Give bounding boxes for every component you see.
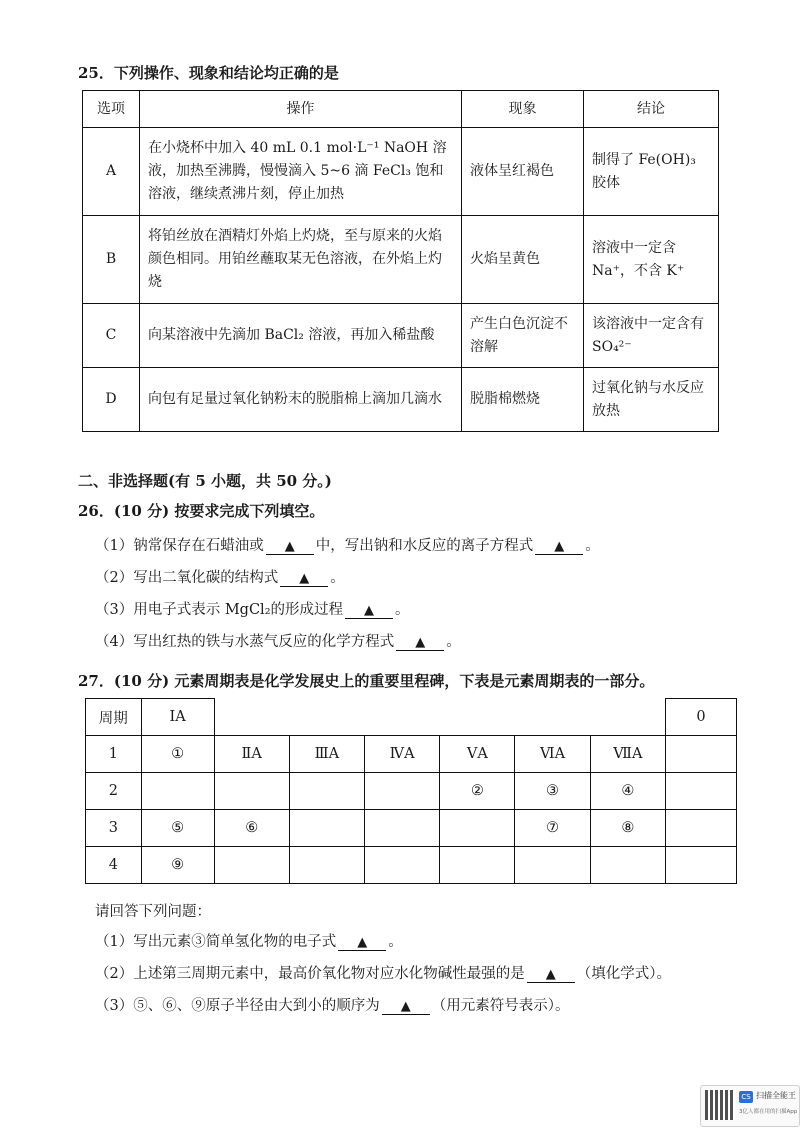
table-row [83, 304, 719, 368]
header-group-6a: ⅥA [515, 736, 590, 773]
cell-p2-5a: ② [440, 773, 515, 810]
period-label: 3 [86, 810, 142, 847]
operation-c: 向某溶液中先滴加 BaCl₂ 溶液，再加入稀盐酸 [140, 304, 462, 368]
triangle-icon: ▲ [554, 539, 565, 554]
option-d: D [83, 368, 140, 432]
badge-subtitle: 3亿人都在用的扫描App [739, 1109, 798, 1115]
triangle-icon: ▲ [415, 635, 426, 650]
periodic-table [85, 698, 737, 884]
operation-b: 将铂丝放在酒精灯外焰上灼烧，至与原来的火焰颜色相同。用铂丝蘸取某无色溶液，在外焰上灼烧 [140, 216, 462, 304]
triangle-icon: ▲ [545, 967, 556, 982]
q26-item-1: （1）钠常保存在石蜡油或 ▲ 中，写出钠和水反应的离子方程式 ▲ 。 [95, 538, 600, 554]
q27-item-3: （3）⑤、⑥、⑨原子半径由大到小的顺序为 ▲ （用元素符号表示）。 [95, 998, 570, 1014]
cell-p3-1a: ⑤ [141, 810, 214, 847]
header-group-2a: ⅡA [214, 736, 289, 773]
header-group-5a: ⅤA [440, 736, 515, 773]
triangle-icon: ▲ [364, 603, 375, 618]
header-option: 选项 [83, 91, 140, 128]
cell [289, 847, 364, 884]
triangle-icon: ▲ [400, 999, 411, 1014]
cell [365, 847, 440, 884]
header-phenomenon: 现象 [462, 91, 584, 128]
cell-p3-7a: ⑧ [590, 810, 665, 847]
cell-p1-0 [666, 736, 737, 773]
cell [289, 773, 364, 810]
table-row [86, 810, 737, 847]
header-group-1a: ⅠA [141, 699, 214, 736]
period-label: 2 [86, 773, 142, 810]
badge-name: 扫描全能王 [756, 1091, 796, 1100]
cell [515, 847, 590, 884]
cell-p2-7a: ④ [590, 773, 665, 810]
cs-logo-icon: CS [739, 1091, 753, 1103]
option-a: A [83, 128, 140, 216]
answer-blank[interactable] [280, 570, 328, 587]
option-b: B [83, 216, 140, 304]
table-row [86, 773, 737, 810]
q25-title: 25．下列操作、现象和结论均正确的是 [78, 64, 339, 82]
phenomenon-b: 火焰呈黄色 [462, 216, 584, 304]
q27-item-1: （1）写出元素③简单氢化物的电子式 ▲ 。 [95, 934, 403, 950]
period-label: 1 [86, 736, 142, 773]
answer-blank[interactable] [338, 934, 386, 951]
cell [440, 810, 515, 847]
cell [666, 773, 737, 810]
table-row [83, 368, 719, 432]
triangle-icon: ▲ [357, 935, 368, 950]
cell [666, 847, 737, 884]
header-conclusion: 结论 [584, 91, 719, 128]
period-label: 4 [86, 847, 142, 884]
cell [214, 773, 289, 810]
header-period: 周期 [86, 699, 142, 736]
answer-blank[interactable] [535, 538, 583, 555]
header-gap [214, 699, 665, 736]
triangle-icon: ▲ [299, 571, 310, 586]
operation-a: 在小烧杯中加入 40 mL 0.1 mol·L⁻¹ NaOH 溶液，加热至沸腾，慢慢滴入 5~6 滴 FeCl₃ 饱和溶液，继续煮沸片刻，停止加热 [140, 128, 462, 216]
cell-p4-1a: ⑨ [141, 847, 214, 884]
cell [214, 847, 289, 884]
cell-p3-6a: ⑦ [515, 810, 590, 847]
answer-blank[interactable] [382, 998, 430, 1015]
triangle-icon: ▲ [284, 539, 295, 554]
conclusion-a: 制得了 Fe(OH)₃ 胶体 [584, 128, 719, 216]
qr-code-icon [705, 1090, 735, 1120]
option-c: C [83, 304, 140, 368]
cell-p3-2a: ⑥ [214, 810, 289, 847]
q27-title: 27．(10 分) 元素周期表是化学发展史上的重要里程碑，下表是元素周期表的一部分。 [78, 672, 655, 690]
conclusion-c: 该溶液中一定含有 SO₄²⁻ [584, 304, 719, 368]
cell [590, 847, 665, 884]
table-row [83, 216, 719, 304]
conclusion-b: 溶液中一定含 Na⁺，不含 K⁺ [584, 216, 719, 304]
q25-header-row [83, 91, 719, 128]
phenomenon-a: 液体呈红褐色 [462, 128, 584, 216]
q26-item-3: （3）用电子式表示 MgCl₂的形成过程 ▲ 。 [95, 602, 410, 618]
answer-blank[interactable] [527, 966, 575, 983]
q26-item-4: （4）写出红热的铁与水蒸气反应的化学方程式 ▲ 。 [95, 634, 461, 650]
answer-blank[interactable] [345, 602, 393, 619]
cell-p2-6a: ③ [515, 773, 590, 810]
cell [289, 810, 364, 847]
cell [666, 810, 737, 847]
q27-item-2: （2）上述第三周期元素中，最高价氧化物对应水化物碱性最强的是 ▲ （填化学式）。 [95, 966, 671, 982]
cell-p1-1a: ① [141, 736, 214, 773]
operation-d: 向包有足量过氧化钠粉末的脱脂棉上滴加几滴水 [140, 368, 462, 432]
header-operation: 操作 [140, 91, 462, 128]
answer-blank[interactable] [266, 538, 314, 555]
header-group-3a: ⅢA [289, 736, 364, 773]
section-heading: 二、非选择题(有 5 小题，共 50 分。) [78, 472, 332, 490]
q27-prompt: 请回答下列问题： [95, 904, 211, 920]
cell [365, 773, 440, 810]
answer-blank[interactable] [396, 634, 444, 651]
table-row [83, 128, 719, 216]
table-row [86, 736, 737, 773]
cell [365, 810, 440, 847]
header-group-4a: ⅣA [365, 736, 440, 773]
conclusion-d: 过氧化钠与水反应放热 [584, 368, 719, 432]
cell [440, 847, 515, 884]
table-row [86, 699, 737, 736]
header-group-7a: ⅦA [590, 736, 665, 773]
cell [141, 773, 214, 810]
q26-title: 26．(10 分) 按要求完成下列填空。 [78, 502, 325, 520]
q25-table [82, 90, 719, 432]
phenomenon-d: 脱脂棉燃烧 [462, 368, 584, 432]
table-row [86, 847, 737, 884]
header-group-0: 0 [666, 699, 737, 736]
scanner-badge [700, 1085, 800, 1127]
phenomenon-c: 产生白色沉淀不溶解 [462, 304, 584, 368]
q26-item-2: （2）写出二氧化碳的结构式 ▲ 。 [95, 570, 345, 586]
